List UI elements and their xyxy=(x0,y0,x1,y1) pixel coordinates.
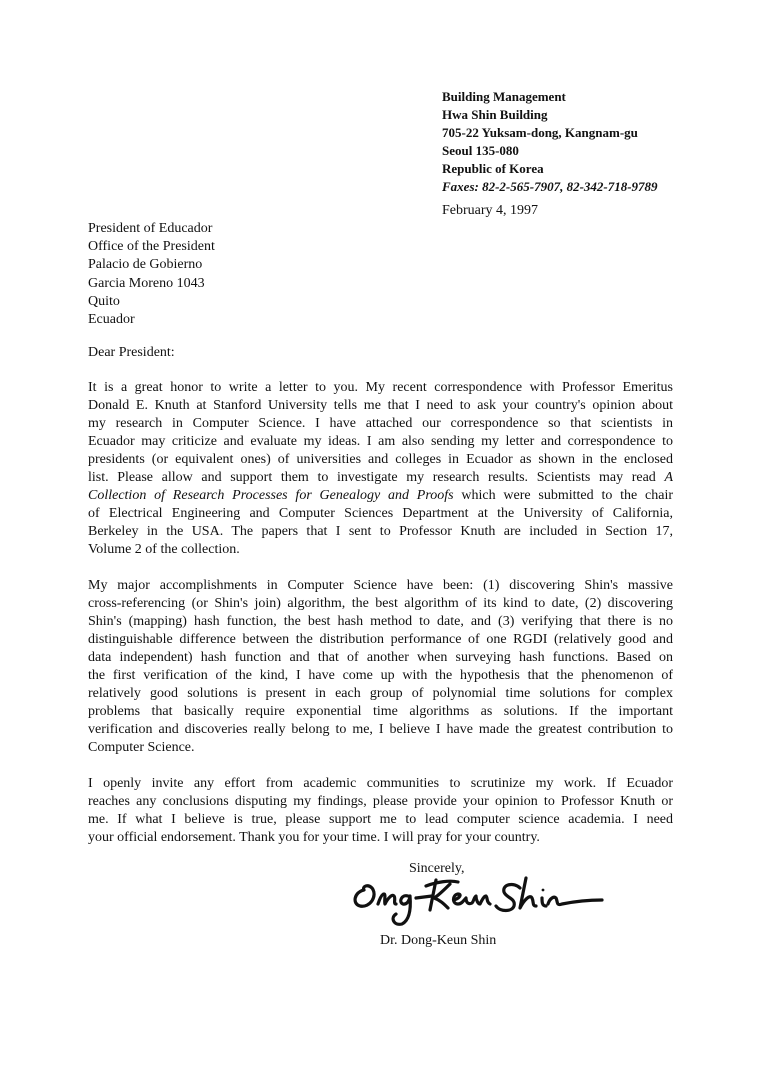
paragraph-line: Donald E. Knuth at Stanford University tells me that I need to ask your country's opinion about xyxy=(88,398,673,413)
paragraph-line: Ecuador may criticize and evaluate my ideas. I am also sending my letter and correspondence to xyxy=(88,434,673,449)
paragraph-line: me. If what I believe is true, please support me to lead computer science academia. I need xyxy=(88,812,673,827)
paragraph-line: It is a great honor to write a letter to you. My recent correspondence with Professor Emeritus xyxy=(88,380,673,395)
paragraph-line: my research in Computer Science. I have attached our correspondence so that scientists in xyxy=(88,416,673,431)
paragraph-line: relatively good solutions is present in each group of polynomial time solutions for complex xyxy=(88,686,673,701)
recipient-line: Ecuador xyxy=(88,312,135,328)
paragraph-line: cross-referencing (or Shin's join) algorithm, the best algorithm of its kind to date, (2) discovering xyxy=(88,596,673,611)
handwritten-signature xyxy=(350,868,610,930)
sender-line: Building Management xyxy=(442,89,566,104)
paragraph-line: verification and discoveries really belong to me, I believe I have made the greatest contribution to xyxy=(88,722,673,737)
paragraph-line: of Electrical Engineering and Computer Sciences Department at the University of California, xyxy=(88,506,673,521)
recipient-line: Quito xyxy=(88,293,120,309)
paragraph-line: the first verification of the kind, I have come up with the hypothesis that the phenomenon of xyxy=(88,668,673,683)
paragraph-line: Shin's (mapping) hash function, the best hash method to date, and (3) verifying that there is no xyxy=(88,614,673,629)
letter-date: February 4, 1997 xyxy=(442,203,539,218)
recipient-line: President of Educador xyxy=(88,221,213,236)
sender-line: Seoul 135-080 xyxy=(442,143,519,158)
closing: Sincerely, xyxy=(409,861,465,876)
sender-address xyxy=(442,88,658,196)
body-paragraph-2 xyxy=(88,577,673,757)
recipient-line: Garcia Moreno 1043 xyxy=(88,275,205,291)
paragraph-line: problems that basically require exponential time algorithms as solutions. If the important xyxy=(88,704,673,719)
recipient-line: Palacio de Gobierno xyxy=(88,257,203,273)
sender-line: Republic of Korea xyxy=(442,161,544,176)
paragraph-line: your official endorsement. Thank you for your time. I will pray for your country. xyxy=(88,830,540,845)
paragraph-line: presidents (or equivalent ones) of universities and colleges in Ecuador as shown in the enclosed xyxy=(88,452,673,467)
paragraph-line: list. Please allow and support them to investigate my research results. Scientists may read A xyxy=(88,470,673,485)
paragraph-line: Computer Science. xyxy=(88,740,195,755)
paragraph-line: My major accomplishments in Computer Science have been: (1) discovering Shin's massive xyxy=(88,578,673,593)
paragraph-line: reaches any conclusions disputing my findings, please provide your opinion to Professor Knuth or xyxy=(88,794,673,809)
paragraph-line: Volume 2 of the collection. xyxy=(88,542,240,557)
body-paragraph-3 xyxy=(88,775,673,847)
paragraph-line: distinguishable difference between the distribution performance of one RGDI (relatively good and xyxy=(88,632,673,647)
sender-faxes: Faxes: 82-2-565-7907, 82-342-718-9789 xyxy=(442,179,658,194)
salutation: Dear President: xyxy=(88,345,175,360)
recipient-line: Office of the President xyxy=(88,239,215,255)
sender-line: 705-22 Yuksam-dong, Kangnam-gu xyxy=(442,125,638,140)
paragraph-line: I openly invite any effort from academic communities to scrutinize my work. If Ecuador xyxy=(88,776,673,791)
paragraph-line: Berkeley in the USA. The papers that I sent to Professor Knuth are included in Section 17, xyxy=(88,524,673,539)
recipient-address xyxy=(88,220,215,329)
sender-line: Hwa Shin Building xyxy=(442,107,548,122)
body-paragraph-1 xyxy=(88,379,673,559)
signer-name: Dr. Dong-Keun Shin xyxy=(380,933,497,948)
paragraph-line: data independent) hash function and that of another when surveying hash functions. Based on xyxy=(88,650,673,665)
paragraph-line: Collection of Research Processes for Genealogy and Proofs which were submitted to the chair xyxy=(88,488,673,503)
